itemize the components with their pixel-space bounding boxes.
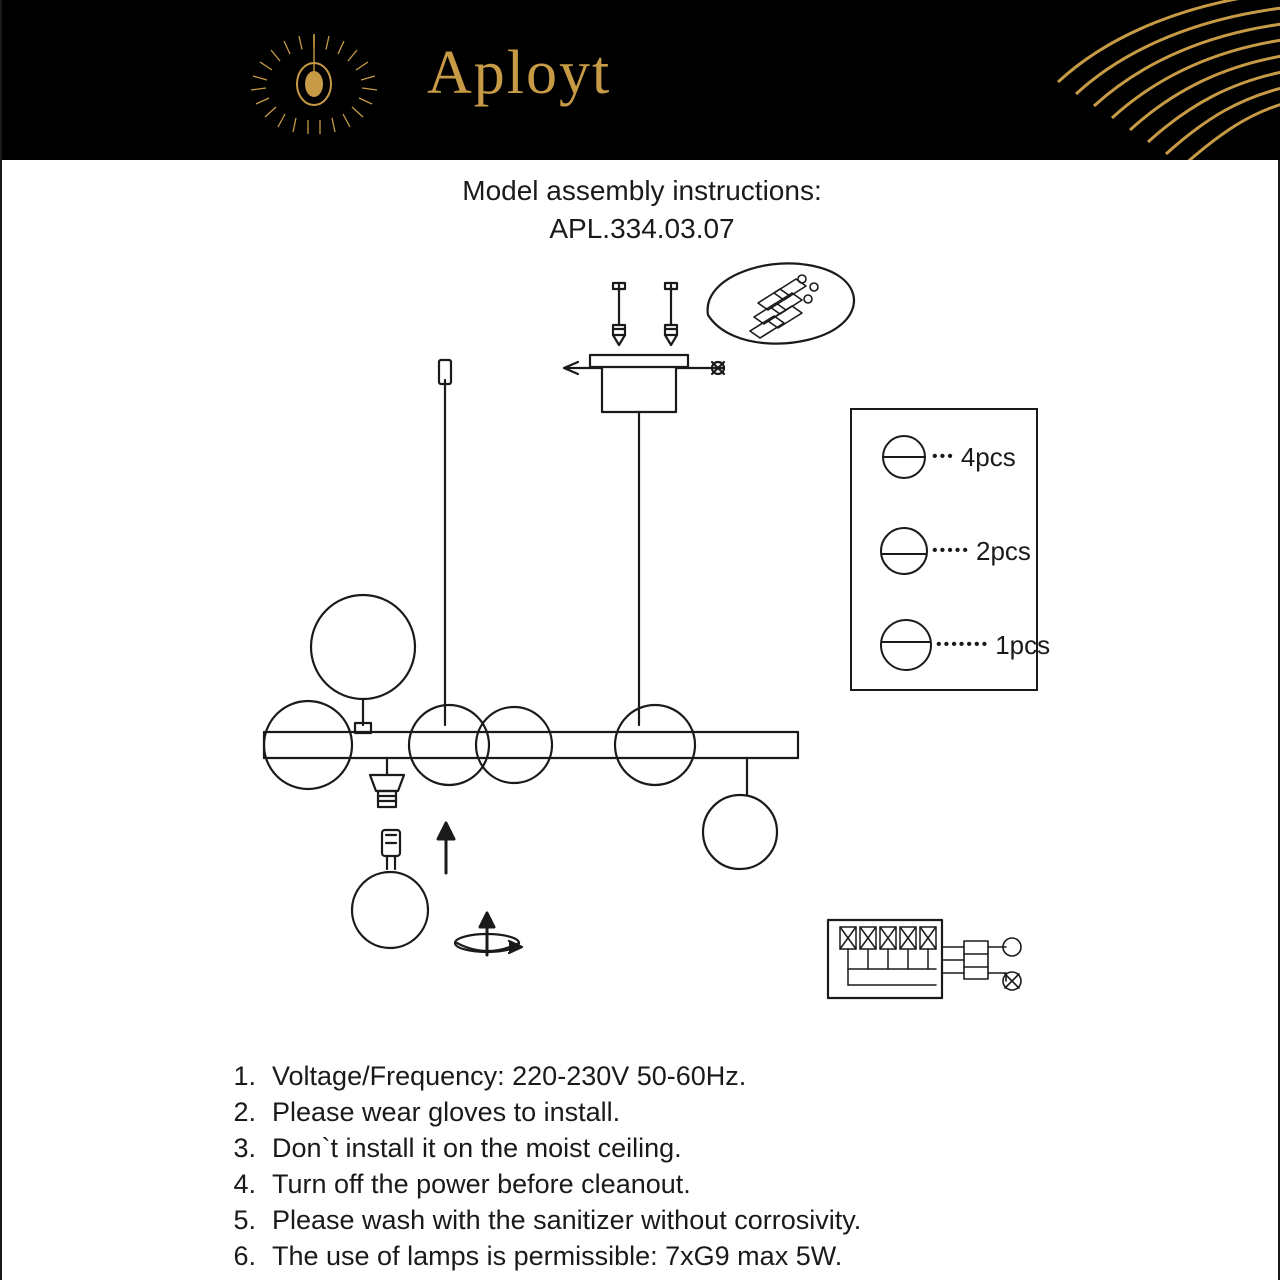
parts-legend	[850, 408, 1051, 691]
globe-medium-icon	[878, 525, 930, 577]
legend-dots: •••••	[932, 542, 971, 559]
list-item	[230, 1238, 1130, 1274]
legend-qty: 1pcs	[995, 629, 1051, 660]
brand-wordmark: Aployt	[427, 39, 612, 107]
assembly-diagram	[2, 255, 1280, 1045]
legend-dots: •••••••	[936, 636, 990, 653]
legend-row	[852, 598, 1051, 692]
list-item-number: 6.	[233, 1241, 256, 1271]
page-title	[2, 172, 1280, 248]
brand-header	[2, 0, 1280, 160]
legend-dots: •••	[932, 448, 955, 465]
list-item-number: 3.	[233, 1133, 256, 1163]
list-item	[230, 1058, 1130, 1094]
list-item-text: Please wash with the sanitizer without corrosivity.	[272, 1205, 862, 1235]
globe-small-icon	[878, 431, 930, 483]
list-item-number: 5.	[233, 1205, 256, 1235]
title-line-1: Model assembly instructions:	[462, 175, 822, 206]
sunburst-icon	[234, 32, 394, 136]
list-item-text: Please wear gloves to install.	[272, 1097, 621, 1127]
list-item-number: 2.	[233, 1097, 256, 1127]
legend-row	[852, 410, 1040, 504]
legend-qty: 2pcs	[976, 535, 1031, 566]
list-item-text: Voltage/Frequency: 220-230V 50-60Hz.	[272, 1061, 747, 1091]
title-line-2: APL.334.03.07	[549, 213, 735, 244]
list-item	[230, 1166, 1130, 1202]
legend-row	[852, 504, 1040, 598]
list-item	[230, 1202, 1130, 1238]
list-item-number: 1.	[233, 1061, 256, 1091]
globe-large-icon	[878, 617, 934, 673]
list-item	[230, 1094, 1130, 1130]
list-item-number: 4.	[233, 1169, 256, 1199]
legend-qty: 4pcs	[960, 441, 1016, 472]
list-item-text: Don`t install it on the moist ceiling.	[272, 1133, 682, 1163]
list-item	[230, 1130, 1130, 1166]
list-item-text: Turn off the power before cleanout.	[272, 1169, 691, 1199]
safety-notes-list	[230, 1058, 1130, 1274]
fan-rays-icon	[862, 0, 1280, 160]
list-item-text: The use of lamps is permissible: 7xG9 max 5W.	[272, 1241, 843, 1271]
